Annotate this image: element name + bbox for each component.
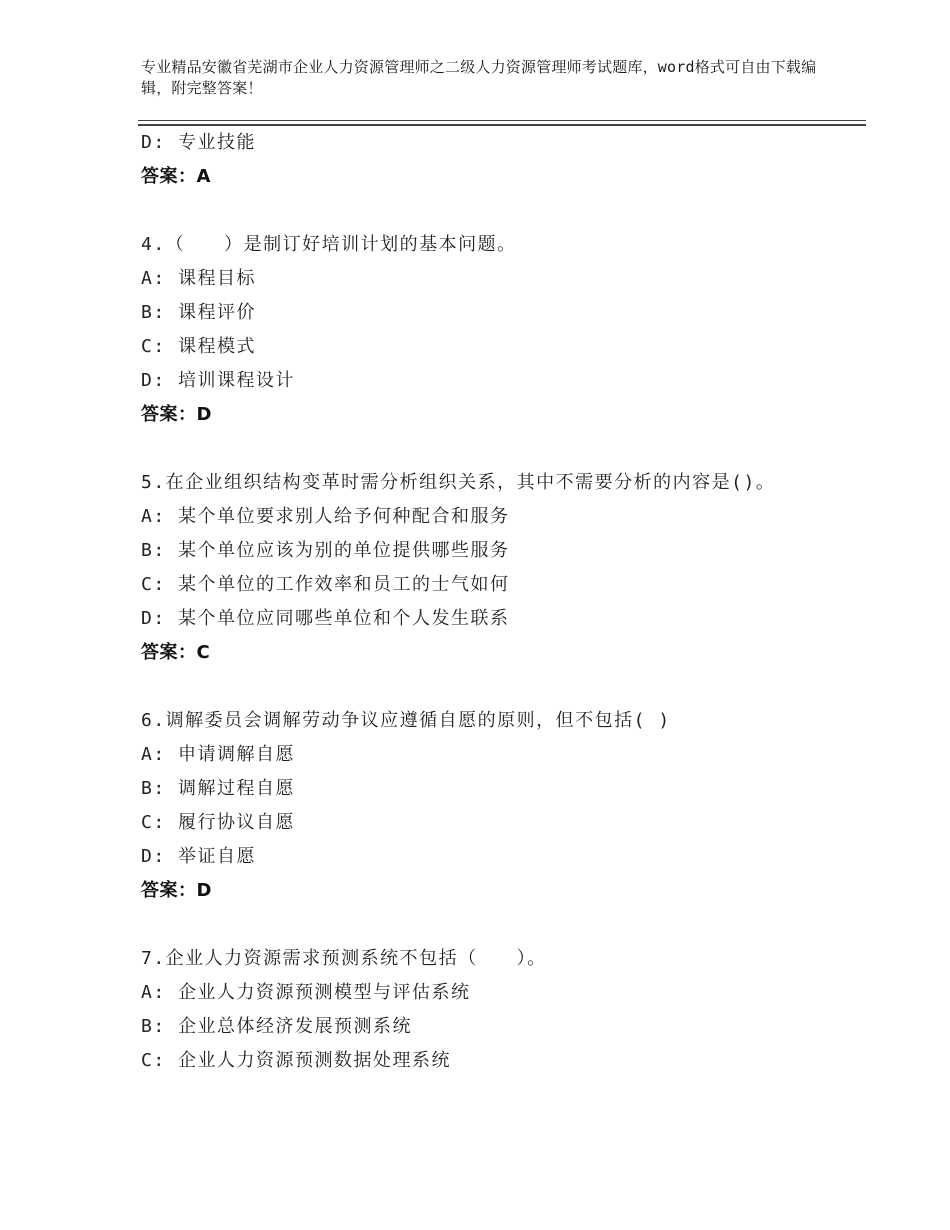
question-6-option-a: A: 申请调解自愿 [141,744,296,765]
question-6-stem: 6.调解委员会调解劳动争议应遵循自愿的原则，但不包括( ) [141,710,671,731]
question-4-option-b: B: 课程评价 [141,302,257,323]
question-5-option-c: C: 某个单位的工作效率和员工的士气如何 [141,574,510,595]
question-7-stem: 7.企业人力资源需求预测系统不包括（ ）。 [141,948,547,969]
question-4-stem: 4.（ ）是制订好培训计划的基本问题。 [141,234,517,255]
question-6-option-c: C: 履行协议自愿 [141,812,296,833]
question-5-answer: 答案：C [141,642,211,663]
question-5-option-a: A: 某个单位要求别人给予何种配合和服务 [141,506,510,527]
document-header: 专业精品安徽省芜湖市企业人力资源管理师之二级人力资源管理师考试题库，word格式可自由下载编辑，附完整答案！ [141,58,817,97]
question-6-option-d: D: 举证自愿 [141,846,257,867]
spacer [141,908,841,942]
question-4-option-c: C: 课程模式 [141,336,257,357]
carryover-answer: 答案：A [141,166,211,187]
question-6-answer: 答案：D [141,880,212,901]
header-rule-thin [138,120,866,121]
question-6-option-b: B: 调解过程自愿 [141,778,296,799]
question-content [141,126,841,1078]
question-4-option-d: D: 培训课程设计 [141,370,296,391]
question-5-option-d: D: 某个单位应同哪些单位和个人发生联系 [141,608,510,629]
question-4-option-a: A: 课程目标 [141,268,257,289]
spacer [141,194,841,228]
carryover-option-d: D: 专业技能 [141,132,257,153]
question-5-option-b: B: 某个单位应该为别的单位提供哪些服务 [141,540,510,561]
spacer [141,432,841,466]
question-4-answer: 答案：D [141,404,212,425]
question-7-option-c: C: 企业人力资源预测数据处理系统 [141,1050,452,1071]
question-7-option-a: A: 企业人力资源预测模型与评估系统 [141,982,471,1003]
question-5-stem: 5.在企业组织结构变革时需分析组织关系，其中不需要分析的内容是()。 [141,472,776,493]
spacer [141,670,841,704]
question-7-option-b: B: 企业总体经济发展预测系统 [141,1016,413,1037]
